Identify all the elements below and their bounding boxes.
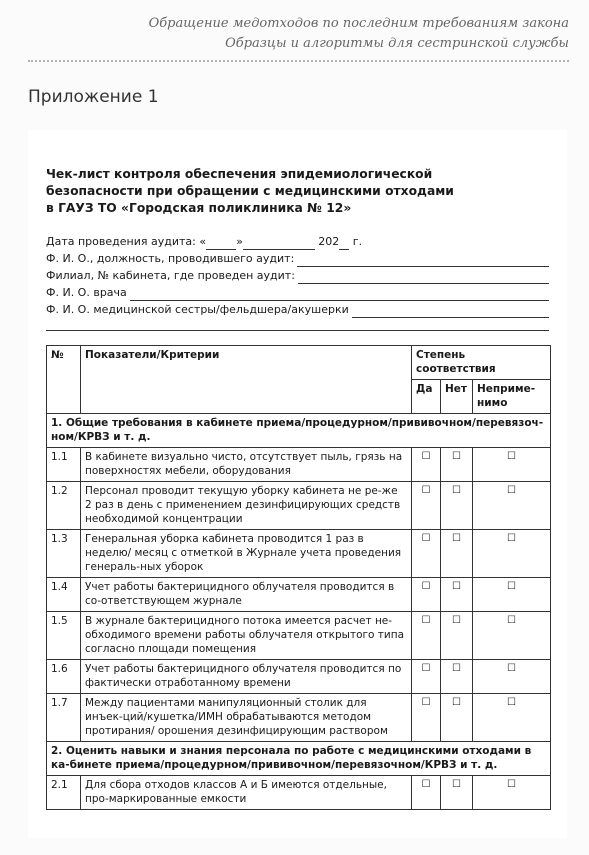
checkbox-no[interactable]: ☐ bbox=[441, 694, 473, 742]
nurse-blank[interactable] bbox=[352, 305, 549, 318]
checkbox-no[interactable]: ☐ bbox=[441, 578, 473, 612]
checkbox-no[interactable]: ☐ bbox=[441, 660, 473, 694]
checkbox-yes[interactable]: ☐ bbox=[412, 578, 441, 612]
row-criterion: Для сбора отходов классов А и Б имеются отдельные, про-маркированные емкости bbox=[81, 776, 412, 810]
section-heading: 2. Оценить навыки и знания персонала по работе с медицинскими отходами в ка-бинете приема/процедурном/прививочном/перевязочном/КРВЗ и т. д. bbox=[47, 742, 551, 776]
audit-fields bbox=[46, 233, 549, 331]
row-criterion: Генеральная уборка кабинета проводится 1 раз в неделю/ месяц с отметкой в Журнале учета проведения генераль-ных уборок bbox=[81, 530, 412, 578]
branch-label: Филиал, № кабинета, где проведен аудит: bbox=[46, 269, 295, 282]
checklist-body bbox=[47, 414, 551, 810]
table-row bbox=[47, 578, 551, 612]
auditor-label: Ф. И. О., должность, проводившего аудит: bbox=[46, 252, 295, 265]
section-heading: 1. Общие требования в кабинете приема/процедурном/прививочном/перевязоч-ном/КРВЗ и т. д. bbox=[47, 414, 551, 448]
checklist-title bbox=[46, 166, 549, 217]
header-line-2: Образцы и алгоритмы для сестринской службы bbox=[225, 36, 569, 51]
checkbox-na[interactable]: ☐ bbox=[473, 482, 551, 530]
table-row bbox=[47, 660, 551, 694]
title-line-2: безопасности при обращении с медицинскими отходами bbox=[46, 184, 454, 198]
header-line-1: Обращение медотходов по последним требованиям закона bbox=[148, 16, 569, 31]
dotted-divider bbox=[28, 60, 569, 62]
checkbox-na[interactable]: ☐ bbox=[473, 530, 551, 578]
row-number: 1.5 bbox=[47, 612, 81, 660]
checkbox-no[interactable]: ☐ bbox=[441, 448, 473, 482]
row-criterion: В кабинете визуально чисто, отсутствует пыль, грязь на поверхностях мебели, оборудования bbox=[81, 448, 412, 482]
date-year: 202 bbox=[318, 235, 340, 248]
checkbox-yes[interactable]: ☐ bbox=[412, 694, 441, 742]
title-line-3: в ГАУЗ ТО «Городская поликлиника № 12» bbox=[46, 201, 352, 215]
col-num-header: № bbox=[47, 346, 81, 414]
date-field bbox=[46, 233, 549, 250]
date-month-blank[interactable] bbox=[243, 237, 315, 250]
row-criterion: Учет работы бактерицидного облучателя проводится по фактически отработанному времени bbox=[81, 660, 412, 694]
date-day-blank[interactable] bbox=[206, 237, 236, 250]
appendix-heading: Приложение 1 bbox=[28, 87, 159, 107]
table-row bbox=[47, 482, 551, 530]
auditor-field bbox=[46, 250, 549, 267]
checklist-table bbox=[46, 345, 551, 810]
row-number: 1.6 bbox=[47, 660, 81, 694]
nurse-label: Ф. И. О. медицинской сестры/фельдшера/акушерки bbox=[46, 303, 349, 316]
doctor-blank[interactable] bbox=[130, 288, 549, 301]
checkbox-na[interactable]: ☐ bbox=[473, 448, 551, 482]
checkbox-yes[interactable]: ☐ bbox=[412, 660, 441, 694]
checkbox-yes[interactable]: ☐ bbox=[412, 482, 441, 530]
row-criterion: Персонал проводит текущую уборку кабинета не ре-же 2 раз в день с применением дезинфицирующих средств необходимой концентрации bbox=[81, 482, 412, 530]
extra-blank[interactable] bbox=[46, 318, 549, 331]
date-suffix: г. bbox=[352, 235, 363, 248]
date-quote: » bbox=[236, 235, 243, 248]
date-year-blank[interactable] bbox=[339, 237, 349, 250]
checkbox-yes[interactable]: ☐ bbox=[412, 612, 441, 660]
row-number: 1.7 bbox=[47, 694, 81, 742]
checkbox-no[interactable]: ☐ bbox=[441, 482, 473, 530]
row-number: 1.1 bbox=[47, 448, 81, 482]
branch-field bbox=[46, 267, 549, 284]
checkbox-na[interactable]: ☐ bbox=[473, 660, 551, 694]
col-compliance-header: Степень соответствия bbox=[412, 346, 551, 380]
table-row bbox=[47, 776, 551, 810]
col-criteria-header: Показатели/Критерии bbox=[81, 346, 412, 414]
checkbox-no[interactable]: ☐ bbox=[441, 612, 473, 660]
running-header bbox=[149, 14, 569, 54]
row-number: 1.3 bbox=[47, 530, 81, 578]
auditor-blank[interactable] bbox=[297, 254, 549, 267]
checkbox-na[interactable]: ☐ bbox=[473, 694, 551, 742]
table-row bbox=[47, 694, 551, 742]
checkbox-na[interactable]: ☐ bbox=[473, 776, 551, 810]
table-row bbox=[47, 612, 551, 660]
row-criterion: В журнале бактерицидного потока имеется расчет не-обходимого времени работы облучателя открытого типа согласно площади помещения bbox=[81, 612, 412, 660]
checkbox-na[interactable]: ☐ bbox=[473, 578, 551, 612]
nurse-field bbox=[46, 301, 549, 318]
checkbox-yes[interactable]: ☐ bbox=[412, 776, 441, 810]
table-row bbox=[47, 530, 551, 578]
row-criterion: Между пациентами манипуляционный столик для инъек-ций/кушетка/ИМН обрабатываются методом протирания/ орошения дезинфицирующим раствором bbox=[81, 694, 412, 742]
branch-blank[interactable] bbox=[298, 271, 549, 284]
title-line-1: Чек-лист контроля обеспечения эпидемиологической bbox=[46, 167, 433, 181]
col-na-header: Неприме-нимо bbox=[473, 380, 551, 414]
doctor-label: Ф. И. О. врача bbox=[46, 286, 127, 299]
row-criterion: Учет работы бактерицидного облучателя проводится в со-ответствующем журнале bbox=[81, 578, 412, 612]
table-row bbox=[47, 448, 551, 482]
checkbox-yes[interactable]: ☐ bbox=[412, 448, 441, 482]
section-row bbox=[47, 414, 551, 448]
col-no-header: Нет bbox=[441, 380, 473, 414]
row-number: 2.1 bbox=[47, 776, 81, 810]
checkbox-na[interactable]: ☐ bbox=[473, 612, 551, 660]
date-label: Дата проведения аудита: « bbox=[46, 235, 207, 248]
extra-blank-line bbox=[46, 318, 549, 331]
row-number: 1.4 bbox=[47, 578, 81, 612]
checkbox-yes[interactable]: ☐ bbox=[412, 530, 441, 578]
doctor-field bbox=[46, 284, 549, 301]
section-row bbox=[47, 742, 551, 776]
col-yes-header: Да bbox=[412, 380, 441, 414]
checkbox-no[interactable]: ☐ bbox=[441, 530, 473, 578]
checkbox-no[interactable]: ☐ bbox=[441, 776, 473, 810]
checklist-sheet bbox=[28, 130, 567, 838]
row-number: 1.2 bbox=[47, 482, 81, 530]
